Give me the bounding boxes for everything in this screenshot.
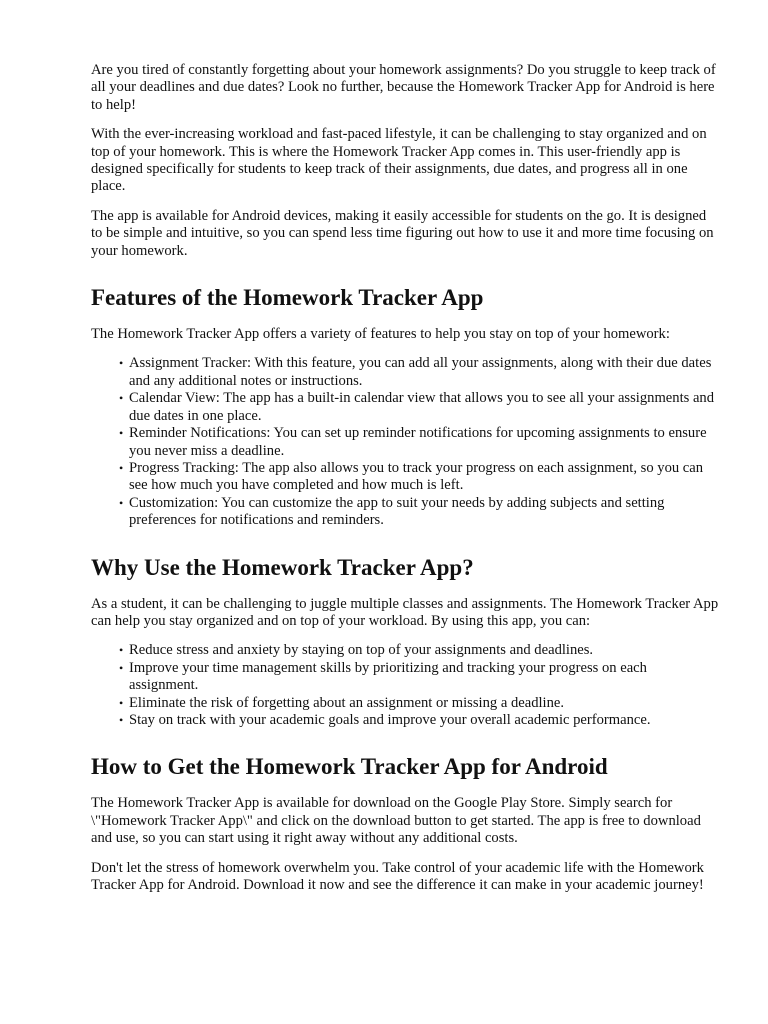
list-item-text: Stay on track with your academic goals and improve your overall academic performance. xyxy=(129,711,651,728)
intro-paragraph-3: The app is available for Android devices, making it easily accessible for students on the go. It is designed to be simple and intuitive, so you can spend less time figuring out how to use it and more time focusing on your homework. xyxy=(91,207,714,259)
list-item-text: Progress Tracking: The app also allows you to track your progress on each assignment, so you can see how much you have completed and how much is left. xyxy=(129,459,704,494)
features-intro: The Homework Tracker App offers a variety of features to help you stay on top of your homework: xyxy=(91,326,670,343)
bullet-icon: • xyxy=(119,643,124,658)
list-item xyxy=(119,494,719,530)
bullet-icon: • xyxy=(119,356,124,371)
bullet-icon: • xyxy=(119,660,124,675)
bullet-icon: • xyxy=(119,712,124,727)
list-item xyxy=(119,390,719,425)
bullet-icon: • xyxy=(119,426,124,441)
why-list xyxy=(91,642,719,729)
list-item-text: Reminder Notifications: You can set up reminder notifications for upcoming assignments to ensure you never miss a deadline. xyxy=(129,425,707,459)
intro-paragraph-1: Are you tired of constantly forgetting about your homework assignments? Do you struggle to keep track of all your deadlines and due dates? Look no further, because the Homework Tracker App for Android is here to help! xyxy=(91,62,716,113)
how-heading: How to Get the Homework Tracker App for Android xyxy=(91,754,608,780)
bullet-icon: • xyxy=(119,695,124,710)
document-page xyxy=(91,62,719,906)
list-item xyxy=(119,659,719,695)
features-heading: Features of the Homework Tracker App xyxy=(91,285,484,311)
why-intro: As a student, it can be challenging to juggle multiple classes and assignments. The Homework Tracker App can help you stay organized and on top of your workload. By using this app, you can: xyxy=(91,595,719,629)
list-item xyxy=(119,642,719,659)
why-heading: Why Use the Homework Tracker App? xyxy=(91,554,474,580)
list-item-text: Eliminate the risk of forgetting about an assignment or missing a deadline. xyxy=(129,694,565,711)
list-item-text: Reduce stress and anxiety by staying on top of your assignments and deadlines. xyxy=(129,642,594,659)
list-item-text: Assignment Tracker: With this feature, you can add all your assignments, along with their due dates and any additional notes or instructions. xyxy=(129,355,712,389)
list-item-text: Calendar View: The app has a built-in calendar view that allows you to see all your assignments and due dates in one place. xyxy=(129,390,715,424)
list-item xyxy=(119,425,719,460)
list-item-text: Customization: You can customize the app to suit your needs by adding subjects and setting preferences for notifications and reminders. xyxy=(129,494,665,529)
bullet-icon: • xyxy=(119,460,124,475)
list-item-text: Improve your time management skills by prioritizing and tracking your progress on each assignment. xyxy=(129,659,647,694)
bullet-icon: • xyxy=(119,391,124,406)
intro-paragraph-2: With the ever-increasing workload and fast-paced lifestyle, it can be challenging to stay organized and on top of your homework. This is where the Homework Tracker App comes in. This user-friendly app is designed specifically for students to keep track of their assignments, due dates, and progress all in one place. xyxy=(91,126,707,195)
features-list xyxy=(91,355,719,529)
list-item xyxy=(119,459,719,495)
list-item xyxy=(119,694,719,712)
how-paragraph-1: The Homework Tracker App is available for download on the Google Play Store. Simply search for \"Homework Tracker App\" and click on the download button to get started. The app is free to download and use, so you can start using it right away without any additional costs. xyxy=(91,795,701,847)
bullet-icon: • xyxy=(119,495,124,510)
how-paragraph-2: Don't let the stress of homework overwhelm you. Take control of your academic life with the Homework Tracker App for Android. Download it now and see the difference it can make in your academic journey! xyxy=(91,859,704,893)
list-item xyxy=(119,711,719,729)
list-item xyxy=(119,355,719,390)
